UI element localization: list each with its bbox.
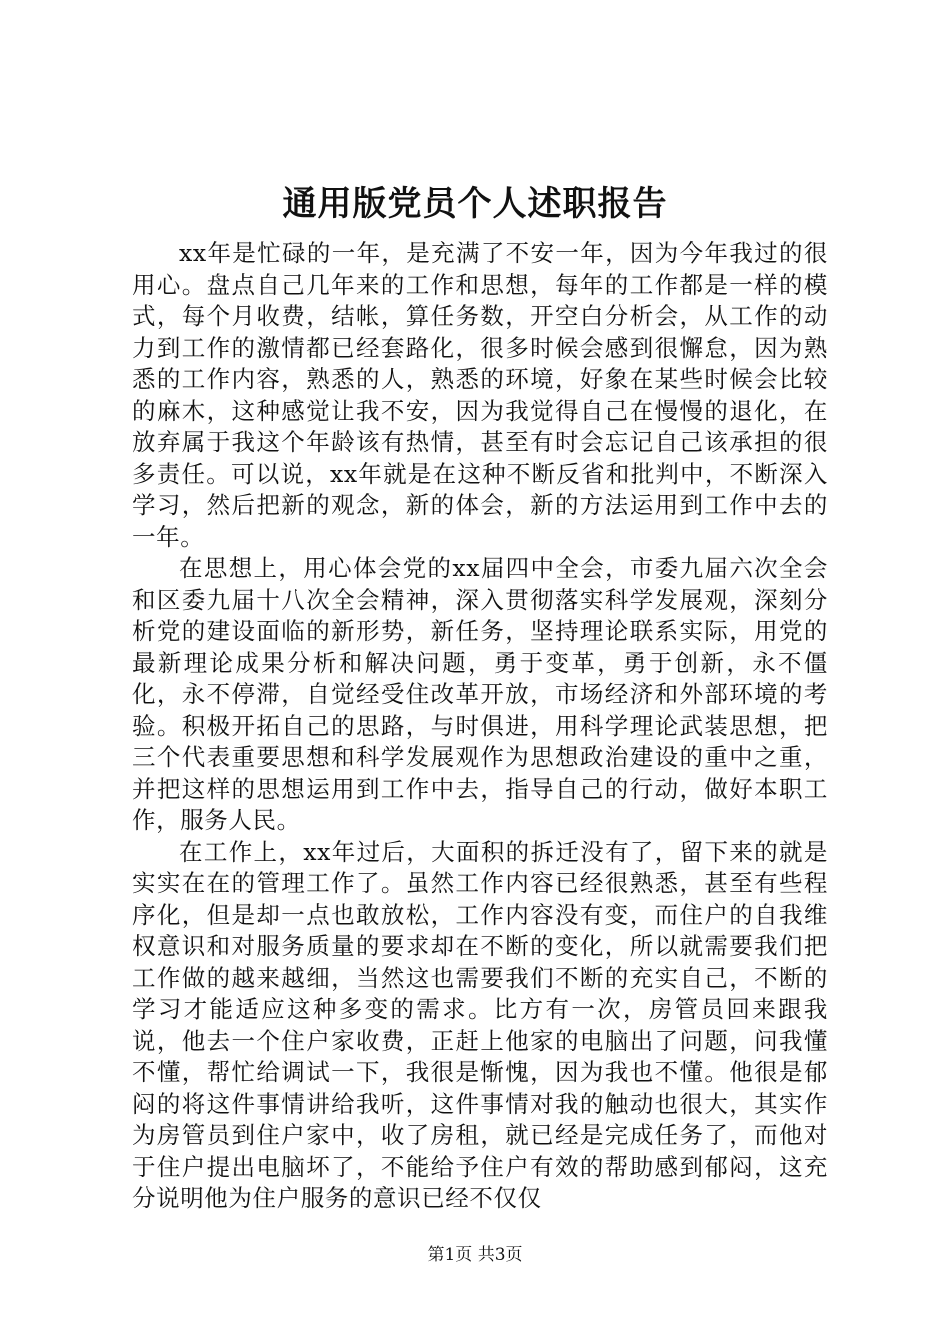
paragraph-2: 在思想上，用心体会党的xx届四中全会，市委九届六次全会和区委九届十八次全会精神，深入贯彻落实科学发展观，深刻分析党的建设面临的新形势，新任务，坚持理论联系实际，用党的最新理论成果分析和解决问题，勇于变革，勇于创新，永不僵化，永不停滞，自觉经受住改革开放，市场经济和外部环境的考验。积极开拓自己的思路，与时俱进，用科学理论武装思想，把三个代表重要思想和科学发展观作为思想政治建设的重中之重，并把这样的思想运用到工作中去，指导自己的行动，做好本职工作，服务人民。 [132, 554, 828, 834]
document-title: 通用版党员个人述职报告 [282, 184, 668, 224]
paragraph-1: xx年是忙碌的一年，是充满了不安一年，因为今年我过的很用心。盘点自己几年来的工作和思想，每年的工作都是一样的模式，每个月收费，结帐，算任务数，开空白分析会，从工作的动力到工作的激情都已经套路化，很多时候会感到很懈怠，因为熟悉的工作内容，熟悉的人，熟悉的环境，好象在某些时候会比较的麻木，这种感觉让我不安，因为我觉得自己在慢慢的退化，在放弃属于我这个年龄该有热情，甚至有时会忘记自己该承担的很多责任。可以说，xx年就是在这种不断反省和批判中，不断深入学习，然后把新的观念，新的体会，新的方法运用到工作中去的一年。 [132, 239, 828, 551]
paragraph-3: 在工作上，xx年过后，大面积的拆迁没有了，留下来的就是实实在在的管理工作了。虽然工作内容已经很熟悉，甚至有些程序化，但是却一点也敢放松，工作内容没有变，而住户的自我维权意识和对服务质量的要求却在不断的变化，所以就需要我们把工作做的越来越细，当然这也需要我们不断的充实自己，不断的学习才能适应这种多变的需求。比方有一次，房管员回来跟我说，他去一个住户家收费，正赶上他家的电脑出了问题，问我懂不懂，帮忙给调试一下，我很是惭愧，因为我也不懂。他很是郁闷的将这件事情讲给我听，这件事情对我的触动也很大，其实作为房管员到住户家中，收了房租，就已经是完成任务了，而他对于住户提出电脑坏了，不能给予住户有效的帮助感到郁闷，这充分说明他为住户服务的意识已经不仅仅 [132, 837, 828, 1212]
page-number-footer: 第1页 共3页 [427, 1245, 523, 1265]
document-body [132, 238, 828, 1215]
